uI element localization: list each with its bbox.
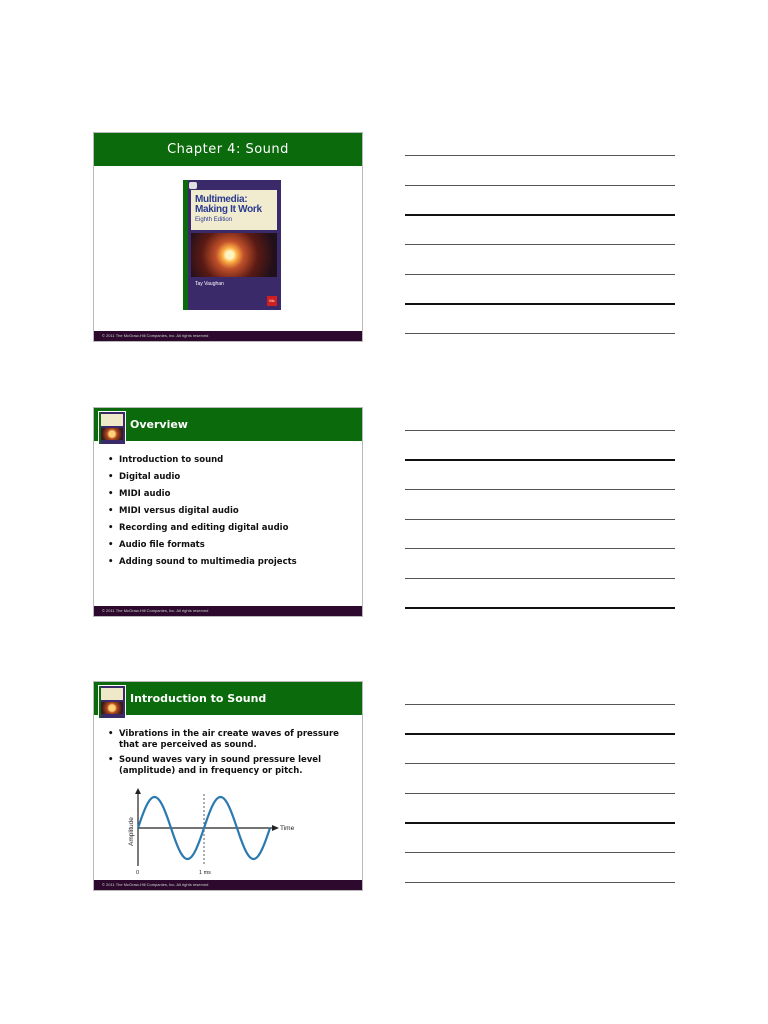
- publisher-logo: Mc: [267, 296, 277, 306]
- slide-title-bar: [94, 408, 362, 441]
- note-line: [405, 822, 675, 824]
- bullet-list: [108, 729, 347, 781]
- note-line: [405, 519, 675, 520]
- bullet-item: • Sound waves vary in sound pressure level (amplitude) and in frequency or pitch.: [108, 755, 347, 776]
- note-line: [405, 733, 675, 735]
- bullet-item: • Audio file formats: [108, 540, 347, 551]
- note-line: [405, 214, 675, 216]
- bullet-item: • Recording and editing digital audio: [108, 523, 347, 534]
- cover-title-line1: Multimedia:: [195, 194, 248, 205]
- note-line: [405, 303, 675, 305]
- x-axis-label: Time: [280, 825, 295, 832]
- note-line: [405, 274, 675, 275]
- x-tick-label: 1 ms: [199, 870, 211, 874]
- slide-title: Chapter 4: Sound: [167, 142, 289, 157]
- note-line: [405, 704, 675, 705]
- bullet-item: • Vibrations in the air create waves of pressure that are perceived as sound.: [108, 729, 347, 750]
- note-line: [405, 793, 675, 794]
- bullet-item: • Digital audio: [108, 472, 347, 483]
- note-line: [405, 333, 675, 334]
- bullet-item: • Adding sound to multimedia projects: [108, 557, 347, 568]
- note-line: [405, 459, 675, 461]
- cover-seal: [189, 182, 197, 189]
- slide-title: Overview: [130, 418, 188, 431]
- book-cover-image: [183, 180, 281, 310]
- note-line: [405, 155, 675, 156]
- book-thumbnail-icon: [98, 685, 126, 719]
- cover-book-title: [195, 195, 262, 215]
- y-axis-arrow: [135, 788, 141, 794]
- note-line: [405, 185, 675, 186]
- cover-art: [191, 233, 277, 277]
- slide-intro-to-sound: [93, 681, 363, 891]
- slide-footer: © 2011 The McGraw-Hill Companies, Inc. All rights reserved: [94, 331, 362, 341]
- slide-title-bar: [94, 682, 362, 715]
- slide-footer: © 2011 The McGraw-Hill Companies, Inc. All rights reserved: [94, 880, 362, 890]
- bullet-item: • MIDI audio: [108, 489, 347, 500]
- x-axis-arrow: [272, 825, 279, 831]
- slide-title: Introduction to Sound: [130, 692, 267, 705]
- bullet-item: • Introduction to sound: [108, 455, 347, 466]
- note-line: [405, 852, 675, 853]
- book-thumbnail-icon: [98, 411, 126, 445]
- cover-spine: [183, 180, 188, 310]
- note-line: [405, 607, 675, 609]
- note-line: [405, 763, 675, 764]
- slide-chapter-title: [93, 132, 363, 342]
- bullet-item: • MIDI versus digital audio: [108, 506, 347, 517]
- cover-author: Tay Vaughan: [195, 281, 224, 287]
- slide-title-bar: [94, 133, 362, 166]
- note-line: [405, 882, 675, 883]
- note-line: [405, 244, 675, 245]
- cover-edition: Eighth Edition: [195, 217, 233, 223]
- y-axis-label: Amplitude: [128, 817, 135, 846]
- note-line: [405, 548, 675, 549]
- x-tick-label: 0: [136, 870, 140, 874]
- cover-title-line2: Making It Work: [195, 204, 262, 215]
- sine-wave-chart: [122, 788, 302, 874]
- note-line: [405, 430, 675, 431]
- slide-footer: © 2011 The McGraw-Hill Companies, Inc. All rights reserved: [94, 606, 362, 616]
- slide-overview: [93, 407, 363, 617]
- note-line: [405, 578, 675, 579]
- bullet-list: [108, 455, 347, 574]
- note-line: [405, 489, 675, 490]
